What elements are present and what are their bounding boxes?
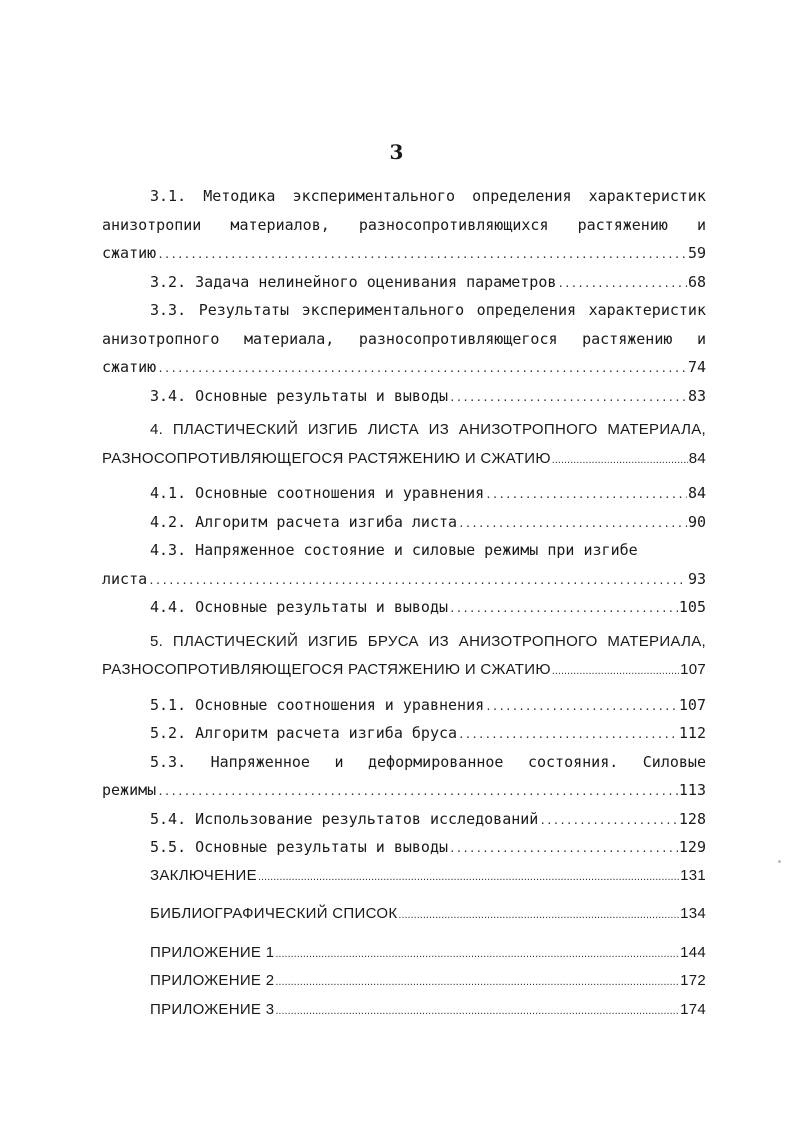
toc-page-number: 144 [680, 943, 706, 961]
toc-entry-text: 3.2. Задача нелинейного оценивания параметров [150, 272, 557, 291]
toc-entry-4-4 [102, 593, 706, 622]
dot-leader [157, 241, 687, 268]
toc-entry-text: РАЗНОСОПРОТИВЛЯЮЩЕГОСЯ РАСТЯЖЕНИЮ И СЖАТИЮ [102, 661, 551, 678]
toc-entry-text: сжатию [102, 244, 157, 262]
dot-leader [552, 657, 679, 685]
toc-page-number: 174 [680, 1000, 706, 1018]
toc-entry-appendix-3 [102, 996, 706, 1025]
toc-entry-3-3 [102, 296, 706, 382]
toc-entry-text: сжатию [102, 358, 157, 376]
page-number: 3 [389, 140, 404, 164]
dot-leader [485, 693, 678, 720]
toc-entry-leader-line [102, 445, 706, 474]
scan-speck [778, 860, 781, 863]
table-of-contents [102, 182, 706, 1024]
dot-leader [275, 940, 679, 968]
toc-entry-text-line: 4.3. Напряженное состояние и силовые режимы при изгибе [150, 541, 638, 559]
toc-entry-5-3 [102, 748, 706, 805]
toc-entry-3-2 [102, 268, 706, 297]
toc-entry-text: 5.4. Использование результатов исследований [150, 809, 539, 828]
toc-chapter-5 [102, 628, 706, 685]
toc-page-number: 113 [678, 781, 706, 799]
toc-entry-text: РАЗНОСОПРОТИВЛЯЮЩЕГОСЯ РАСТЯЖЕНИЮ И СЖАТИЮ [102, 449, 551, 467]
toc-page-number: 112 [678, 724, 706, 742]
toc-entry-leader-line [102, 656, 706, 685]
dot-leader [398, 901, 679, 929]
toc-entry-4-3 [102, 536, 706, 593]
dot-leader [539, 807, 678, 834]
toc-page-number: 129 [678, 838, 706, 856]
toc-entry-text: БИБЛИОГРАФИЧЕСКИЙ СПИСОК [150, 905, 398, 922]
dot-leader [449, 595, 678, 622]
dot-leader [485, 481, 687, 508]
toc-entry-text: 5.5. Основные результаты и выводы [150, 838, 449, 856]
toc-entry-appendix-2 [102, 967, 706, 996]
toc-entry-leader-line [102, 776, 706, 805]
dot-leader [148, 567, 687, 594]
toc-entry-text: 4.4. Основные результаты и выводы [150, 598, 449, 616]
dot-leader [157, 355, 687, 382]
dot-leader [275, 997, 679, 1025]
toc-entry-3-1 [102, 182, 706, 268]
toc-entry-text: ПРИЛОЖЕНИЕ 1 [150, 943, 275, 961]
toc-page-number: 107 [680, 661, 706, 678]
toc-page-number: 107 [678, 695, 706, 714]
toc-entry-5-2 [102, 719, 706, 748]
dot-leader [458, 510, 687, 537]
toc-entry-text-line: 3.1. Методика экспериментального определения характеристик [150, 187, 706, 205]
toc-entry-leader-line [102, 565, 706, 594]
toc-entry-text: 5.1. Основные соотношения и уравнения [150, 695, 485, 714]
toc-entry-text: режимы [102, 781, 157, 799]
toc-page-number: 131 [680, 866, 706, 884]
toc-page-number: 84 [688, 449, 706, 467]
toc-page-number: 83 [687, 386, 706, 405]
toc-entry-text-line: анизотропии материалов, разносопротивляющихся растяжению и [102, 215, 706, 234]
toc-entry-text: 3.4. Основные результаты и выводы [150, 386, 449, 405]
toc-entry-text: 4.2. Алгоритм расчета изгиба листа [150, 512, 458, 531]
dot-leader [449, 384, 687, 411]
toc-entry-conclusion [102, 862, 706, 891]
toc-entry-leader-line [102, 353, 706, 382]
toc-entry-text-line: анизотропного материала, разносопротивляющегося растяжению и [102, 329, 706, 348]
toc-page-number: 105 [678, 598, 706, 616]
toc-page-number: 90 [687, 512, 706, 531]
toc-page-number: 68 [687, 272, 706, 291]
toc-page-number: 93 [687, 569, 706, 588]
toc-entry-text: листа [102, 569, 148, 588]
toc-chapter-title-line: 4. ПЛАСТИЧЕСКИЙ ИЗГИБ ЛИСТА ИЗ АНИЗОТРОПНОГО МАТЕРИАЛА, [150, 421, 706, 438]
toc-entry-bibliography [102, 900, 706, 929]
toc-page-number: 128 [678, 809, 706, 828]
toc-page-number: 134 [680, 905, 706, 922]
toc-entry-5-4 [102, 805, 706, 834]
toc-entry-text: 5.2. Алгоритм расчета изгиба бруса [150, 724, 458, 742]
dot-leader [258, 863, 679, 891]
toc-entry-4-2 [102, 508, 706, 537]
toc-entry-3-4 [102, 382, 706, 411]
toc-entry-5-1 [102, 691, 706, 720]
toc-page-number: 59 [687, 244, 706, 262]
dot-leader [275, 968, 679, 996]
toc-page-number: 74 [687, 358, 706, 376]
toc-entry-5-5 [102, 833, 706, 862]
toc-entry-4-1 [102, 479, 706, 508]
toc-entry-leader-line [102, 239, 706, 268]
toc-entry-text-line: 3.3. Результаты экспериментального определения характеристик [150, 301, 706, 319]
dot-leader [449, 835, 678, 862]
toc-entry-text: 4.1. Основные соотношения и уравнения [150, 484, 485, 502]
toc-entry-text-line: 5.3. Напряженное и деформированное состояния. Силовые [150, 752, 706, 771]
toc-page-number: 172 [680, 972, 706, 989]
toc-chapter-4 [102, 416, 706, 473]
toc-entry-text: ПРИЛОЖЕНИЕ 2 [150, 972, 275, 989]
dot-leader [458, 721, 678, 748]
toc-entry-text: ПРИЛОЖЕНИЕ 3 [150, 1000, 275, 1018]
dot-leader [557, 270, 687, 297]
toc-chapter-title-line: 5. ПЛАСТИЧЕСКИЙ ИЗГИБ БРУСА ИЗ АНИЗОТРОПНОГО МАТЕРИАЛА, [150, 632, 706, 650]
dot-leader [552, 446, 688, 474]
toc-page-number: 84 [687, 484, 706, 502]
dot-leader [157, 778, 678, 805]
toc-entry-text: ЗАКЛЮЧЕНИЕ [150, 866, 257, 884]
toc-entry-appendix-1 [102, 939, 706, 968]
